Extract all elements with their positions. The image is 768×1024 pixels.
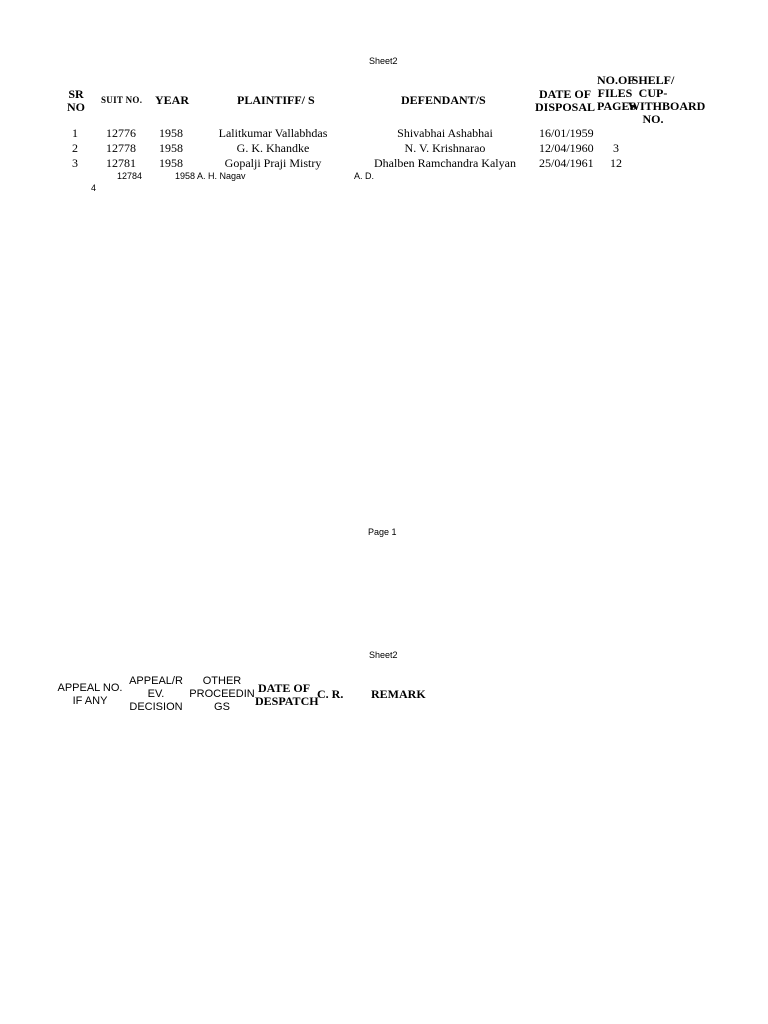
header-suit-no: SUIT NO. [101,95,143,105]
header-cr: C. R. [317,687,344,701]
cell-date: 16/01/1959 [539,126,594,140]
cell-sr: 3 [72,156,78,170]
page-label: Page 1 [368,527,397,537]
header-appeal-no: APPEAL NO. IF ANY [57,682,123,707]
cell-defendant: Shivabhai Ashabhai [397,126,493,140]
cell-sr: 2 [72,141,78,155]
cell-files: 12 [610,156,622,170]
cell-defendant: N. V. Krishnarao [404,141,486,155]
cell-year: 1958 [159,156,183,170]
header-other-proceedings: OTHER PROCEEDIN GS [189,675,255,713]
header-date-of-disposal: DATE OF DISPOSAL [534,87,596,114]
header-plaintiff: PLAINTIFF/ S [237,93,315,107]
sheet-title-2: Sheet2 [369,650,398,660]
cell-defendant: A. D. [354,171,375,181]
cell-date: 12/04/1960 [539,141,594,155]
header-remark: REMARK [371,687,426,701]
header-shelf-cupboard-no: SHELF/ CUP-WITHBOARD NO. [628,73,706,126]
cell-sr: 4 [91,183,97,193]
header-defendant: DEFENDANT/S [401,93,486,107]
cell-plaintiff: Lalitkumar Vallabhdas [218,126,328,140]
cell-files: 3 [613,141,619,155]
header-appeal-rev-decision: APPEAL/R EV. DECISION [129,675,183,713]
cell-year: 1958 [159,141,183,155]
cell-year: 1958 [159,126,183,140]
cell-suit: 12784 [117,171,143,181]
header-no-of-files-pages: NO.OF FILES PAGES [597,73,637,113]
cell-date: 25/04/1961 [539,156,594,170]
cell-suit: 12781 [106,156,136,170]
cell-plaintiff: G. K. Khandke [236,141,310,155]
header-sr-no: SR NO [67,87,85,114]
cell-defendant: Dhalben Ramchandra Kalyan [374,156,516,170]
cell-suit: 12778 [106,141,136,155]
header-date-of-despatch: DATE OF DESPATCH [255,681,319,708]
cell-suit: 12776 [106,126,136,140]
cell-sr: 1 [72,126,78,140]
sheet-title-1: Sheet2 [369,56,398,66]
cell-plaintiff: Gopalji Praji Mistry [224,156,322,170]
header-year: YEAR [155,93,190,107]
cell-year-plaintiff: 1958 A. H. Nagav [175,171,246,181]
